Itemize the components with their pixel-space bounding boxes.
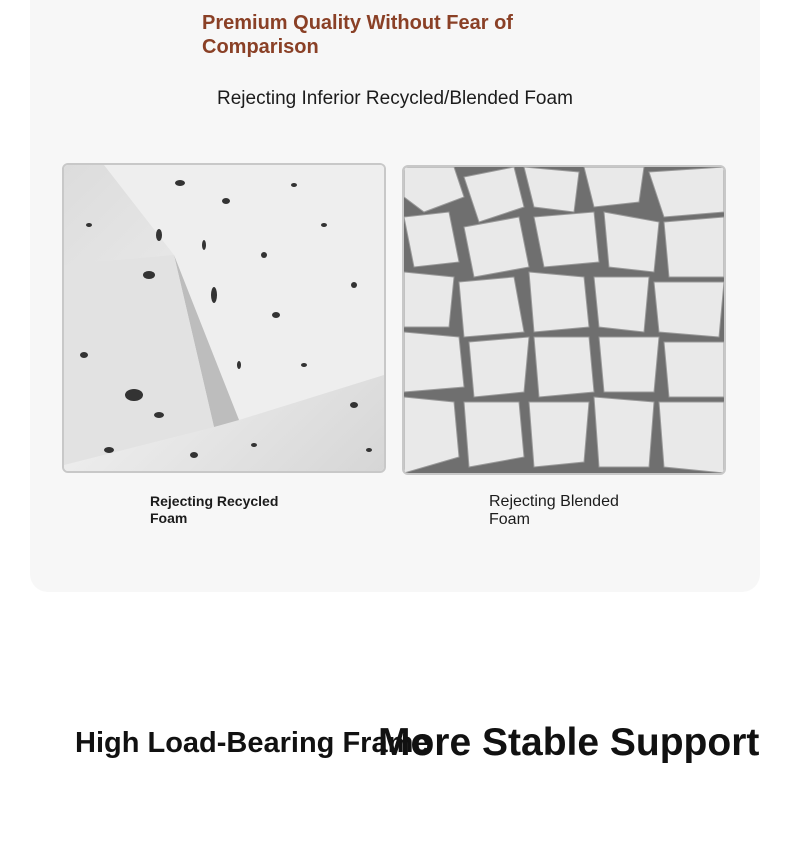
banner-left-text: High Load-Bearing Frame (75, 727, 430, 759)
recycled-foam-photo (62, 163, 386, 473)
blended-foam-photo (402, 165, 726, 475)
recycled-foam-caption: Rejecting Recycled Foam (150, 493, 279, 526)
banner-right-text: More Stable Support (378, 721, 760, 764)
section-subheadline: Rejecting Inferior Recycled/Blended Foam (217, 88, 573, 109)
section-headline: Premium Quality Without Fear of Comparison (202, 12, 513, 58)
blended-foam-caption: Rejecting Blended Foam (489, 493, 619, 528)
